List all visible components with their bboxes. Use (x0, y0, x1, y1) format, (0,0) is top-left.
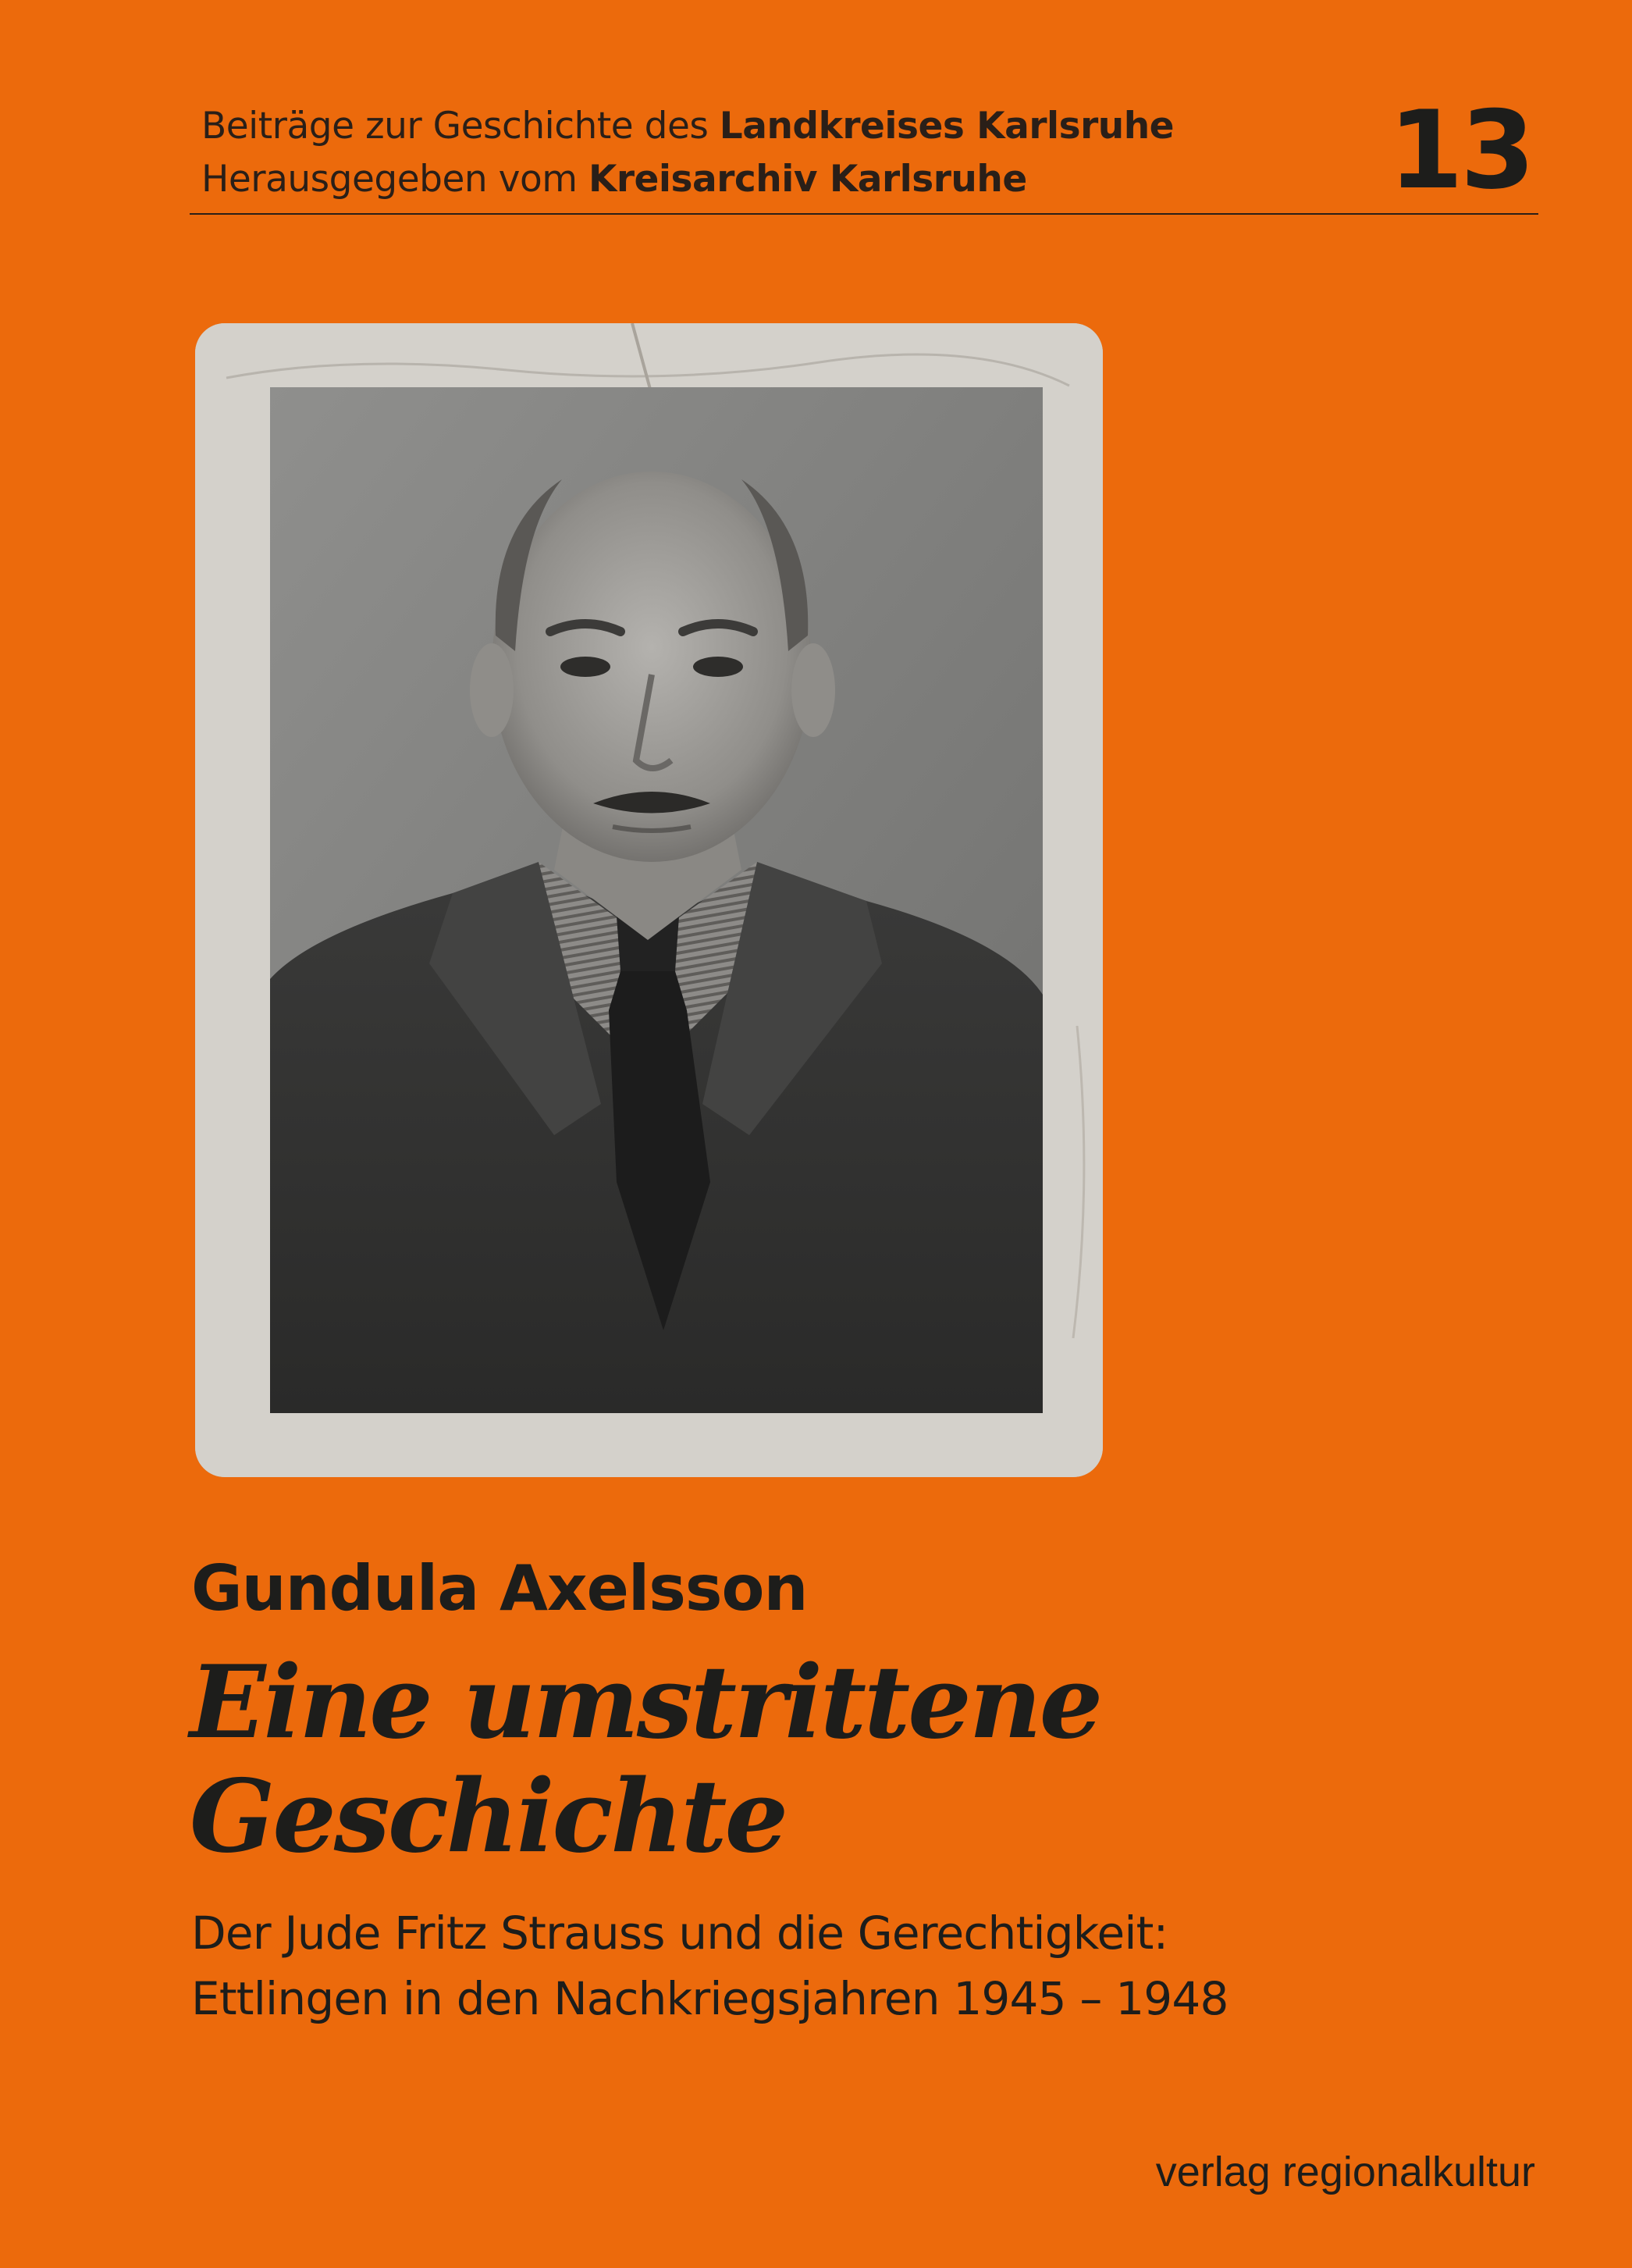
series-line-2: Herausgegeben vom Kreisarchiv Karlsruhe (201, 158, 1027, 201)
volume-number: 13 (1388, 87, 1532, 213)
author-name: Gundula Axelsson (191, 1552, 808, 1625)
portrait-photo (195, 323, 1103, 1477)
book-title (190, 1646, 1100, 1874)
subtitle-line-2: Ettlingen in den Nachkriegsjahren 1945 – 1948 (191, 1972, 1228, 2025)
title-line-2: Geschichte (190, 1758, 786, 1875)
subtitle-line-1: Der Jude Fritz Strauss und die Gerechtigkeit: (191, 1907, 1168, 1960)
series-info (201, 100, 1174, 206)
portrait-illustration (195, 323, 1103, 1477)
title-line-1: Eine umstrittene (190, 1644, 1101, 1761)
header-rule (190, 213, 1538, 215)
book-subtitle (191, 1900, 1228, 2031)
publisher-name: verlag regionalkultur (1155, 2149, 1535, 2195)
series-line-1: Beiträge zur Geschichte des Landkreises Karlsruhe (201, 105, 1175, 148)
